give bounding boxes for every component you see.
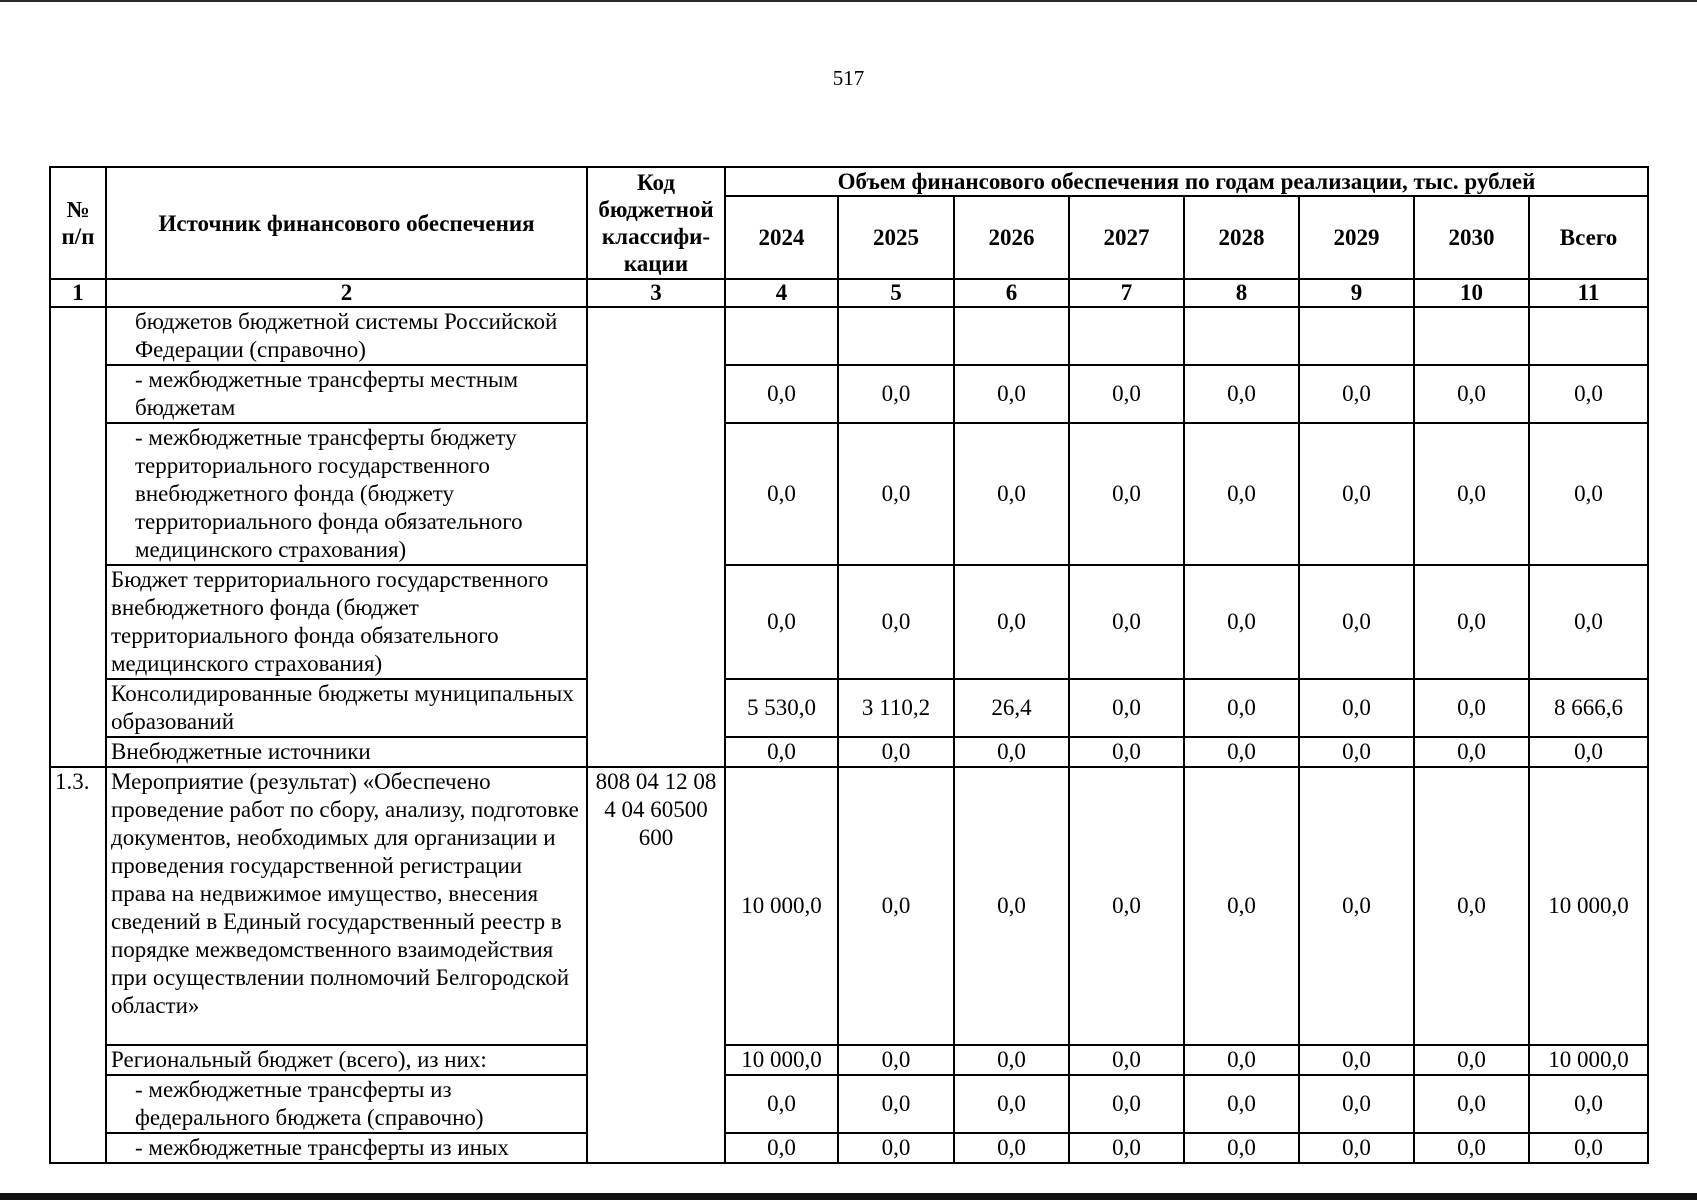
value-cell: 0,0 [838, 365, 954, 423]
value-cell: 0,0 [838, 565, 954, 679]
total-cell [1529, 307, 1648, 365]
value-cell: 0,0 [1414, 767, 1529, 1045]
column-number: 4 [725, 279, 838, 307]
value-cell: 0,0 [838, 767, 954, 1045]
total-cell: 0,0 [1529, 1075, 1648, 1133]
value-cell: 0,0 [838, 423, 954, 565]
table-row [50, 1133, 1648, 1163]
header-total: Всего [1529, 196, 1648, 279]
top-rule [0, 0, 1697, 2]
value-cell: 3 110,2 [838, 679, 954, 737]
column-number: 8 [1184, 279, 1299, 307]
value-cell: 0,0 [1069, 565, 1184, 679]
value-cell: 0,0 [1299, 737, 1414, 767]
value-cell: 0,0 [1299, 767, 1414, 1045]
value-cell: 0,0 [1184, 1045, 1299, 1075]
value-cell: 0,0 [1299, 423, 1414, 565]
value-cell: 0,0 [1414, 423, 1529, 565]
source-cell: Внебюджетные источники [106, 737, 587, 767]
value-cell: 0,0 [954, 767, 1069, 1045]
value-cell: 0,0 [1414, 365, 1529, 423]
value-cell: 0,0 [1414, 679, 1529, 737]
header-year: 2027 [1069, 196, 1184, 279]
code-cell [587, 307, 725, 767]
column-number: 3 [587, 279, 725, 307]
value-cell [838, 307, 954, 365]
header-col-source: Источник финансового обеспечения [106, 167, 587, 279]
column-number: 10 [1414, 279, 1529, 307]
value-cell: 0,0 [1069, 737, 1184, 767]
header-col-no: № п/п [50, 167, 106, 279]
table-row [50, 767, 1648, 1045]
value-cell [1069, 307, 1184, 365]
value-cell: 0,0 [1184, 1075, 1299, 1133]
header-col-code: Код бюджетной классифи-кации [587, 167, 725, 279]
source-cell: - межбюджетные трансферты бюджету территориального государственного внебюджетного фонда (бюджету территориального фонда обязательного медицинского страхования) [106, 423, 587, 565]
column-number: 1 [50, 279, 106, 307]
value-cell: 0,0 [1184, 423, 1299, 565]
value-cell: 10 000,0 [725, 767, 838, 1045]
total-cell: 0,0 [1529, 1133, 1648, 1163]
value-cell: 0,0 [1069, 1045, 1184, 1075]
total-cell: 10 000,0 [1529, 767, 1648, 1045]
value-cell: 0,0 [1184, 565, 1299, 679]
value-cell: 0,0 [1069, 365, 1184, 423]
table-row [50, 737, 1648, 767]
value-cell [954, 307, 1069, 365]
table-row [50, 365, 1648, 423]
total-cell: 8 666,6 [1529, 679, 1648, 737]
value-cell: 0,0 [1069, 679, 1184, 737]
value-cell: 0,0 [954, 1075, 1069, 1133]
table-row [50, 565, 1648, 679]
value-cell: 0,0 [1299, 565, 1414, 679]
value-cell: 0,0 [954, 365, 1069, 423]
column-number: 11 [1529, 279, 1648, 307]
source-cell: - межбюджетные трансферты из федерального бюджета (справочно) [106, 1075, 587, 1133]
value-cell: 26,4 [954, 679, 1069, 737]
value-cell: 0,0 [1414, 1045, 1529, 1075]
value-cell: 0,0 [725, 1075, 838, 1133]
value-cell: 0,0 [1184, 1133, 1299, 1163]
table-row [50, 679, 1648, 737]
value-cell: 0,0 [725, 423, 838, 565]
value-cell: 0,0 [1184, 365, 1299, 423]
table-row [50, 1045, 1648, 1075]
value-cell: 0,0 [838, 1075, 954, 1133]
column-number: 7 [1069, 279, 1184, 307]
source-cell: Консолидированные бюджеты муниципальных образований [106, 679, 587, 737]
value-cell: 0,0 [725, 1133, 838, 1163]
header-col-volume: Объем финансового обеспечения по годам реализации, тыс. рублей [725, 167, 1648, 196]
table-row [50, 423, 1648, 565]
table-row [50, 307, 1648, 365]
page-number: 517 [832, 66, 865, 90]
value-cell: 0,0 [1414, 1075, 1529, 1133]
column-number: 6 [954, 279, 1069, 307]
value-cell: 10 000,0 [725, 1045, 838, 1075]
value-cell: 0,0 [838, 737, 954, 767]
source-cell: - межбюджетные трансферты местным бюджетам [106, 365, 587, 423]
source-cell: Региональный бюджет (всего), из них: [106, 1045, 587, 1075]
value-cell [1414, 307, 1529, 365]
total-cell: 10 000,0 [1529, 1045, 1648, 1075]
value-cell: 0,0 [1299, 1075, 1414, 1133]
value-cell: 0,0 [1069, 1133, 1184, 1163]
header-year: 2029 [1299, 196, 1414, 279]
value-cell: 5 530,0 [725, 679, 838, 737]
source-cell: Бюджет территориального государственного внебюджетного фонда (бюджет территориального фонда обязательного медицинского страхования) [106, 565, 587, 679]
value-cell: 0,0 [1069, 767, 1184, 1045]
column-number: 9 [1299, 279, 1414, 307]
value-cell: 0,0 [725, 565, 838, 679]
column-number: 5 [838, 279, 954, 307]
value-cell: 0,0 [1069, 423, 1184, 565]
value-cell: 0,0 [954, 1133, 1069, 1163]
value-cell: 0,0 [1414, 1133, 1529, 1163]
total-cell: 0,0 [1529, 737, 1648, 767]
value-cell: 0,0 [1299, 1045, 1414, 1075]
value-cell: 0,0 [838, 1045, 954, 1075]
total-cell: 0,0 [1529, 423, 1648, 565]
value-cell: 0,0 [1184, 737, 1299, 767]
source-cell: - межбюджетные трансферты из иных [106, 1133, 587, 1163]
value-cell: 0,0 [725, 365, 838, 423]
header-year: 2026 [954, 196, 1069, 279]
value-cell: 0,0 [838, 1133, 954, 1163]
value-cell: 0,0 [1184, 679, 1299, 737]
row-index-cell [50, 307, 106, 767]
source-cell: Мероприятие (результат) «Обеспечено проведение работ по сбору, анализу, подготовке документов, необходимых для организации и проведения государственной регистрации права на недвижимое имущество, внесения сведений в Единый государственный реестр в порядке межведомственного взаимодействия при осуществлении полномочий Белгородской области» [106, 767, 587, 1045]
column-number-row [50, 279, 1648, 307]
header-year: 2030 [1414, 196, 1529, 279]
value-cell [725, 307, 838, 365]
value-cell: 0,0 [954, 565, 1069, 679]
row-index-cell: 1.3. [50, 767, 106, 1163]
column-number: 2 [106, 279, 587, 307]
total-cell: 0,0 [1529, 565, 1648, 679]
value-cell: 0,0 [954, 1045, 1069, 1075]
value-cell: 0,0 [1184, 767, 1299, 1045]
value-cell: 0,0 [1299, 679, 1414, 737]
value-cell: 0,0 [1299, 1133, 1414, 1163]
value-cell: 0,0 [1414, 737, 1529, 767]
header-year: 2025 [838, 196, 954, 279]
value-cell: 0,0 [1414, 565, 1529, 679]
value-cell [1299, 307, 1414, 365]
source-cell: бюджетов бюджетной системы Российской Федерации (справочно) [106, 307, 587, 365]
code-cell: 808 04 12 08 4 04 60500 600 [587, 767, 725, 1163]
value-cell: 0,0 [725, 737, 838, 767]
bottom-rule [0, 1193, 1697, 1200]
header-year: 2024 [725, 196, 838, 279]
value-cell: 0,0 [1069, 1075, 1184, 1133]
header-year: 2028 [1184, 196, 1299, 279]
financing-table [49, 166, 1649, 1164]
value-cell [1184, 307, 1299, 365]
value-cell: 0,0 [954, 423, 1069, 565]
value-cell: 0,0 [954, 737, 1069, 767]
value-cell: 0,0 [1299, 365, 1414, 423]
total-cell: 0,0 [1529, 365, 1648, 423]
table-row [50, 1075, 1648, 1133]
header-row-1 [50, 167, 1648, 196]
